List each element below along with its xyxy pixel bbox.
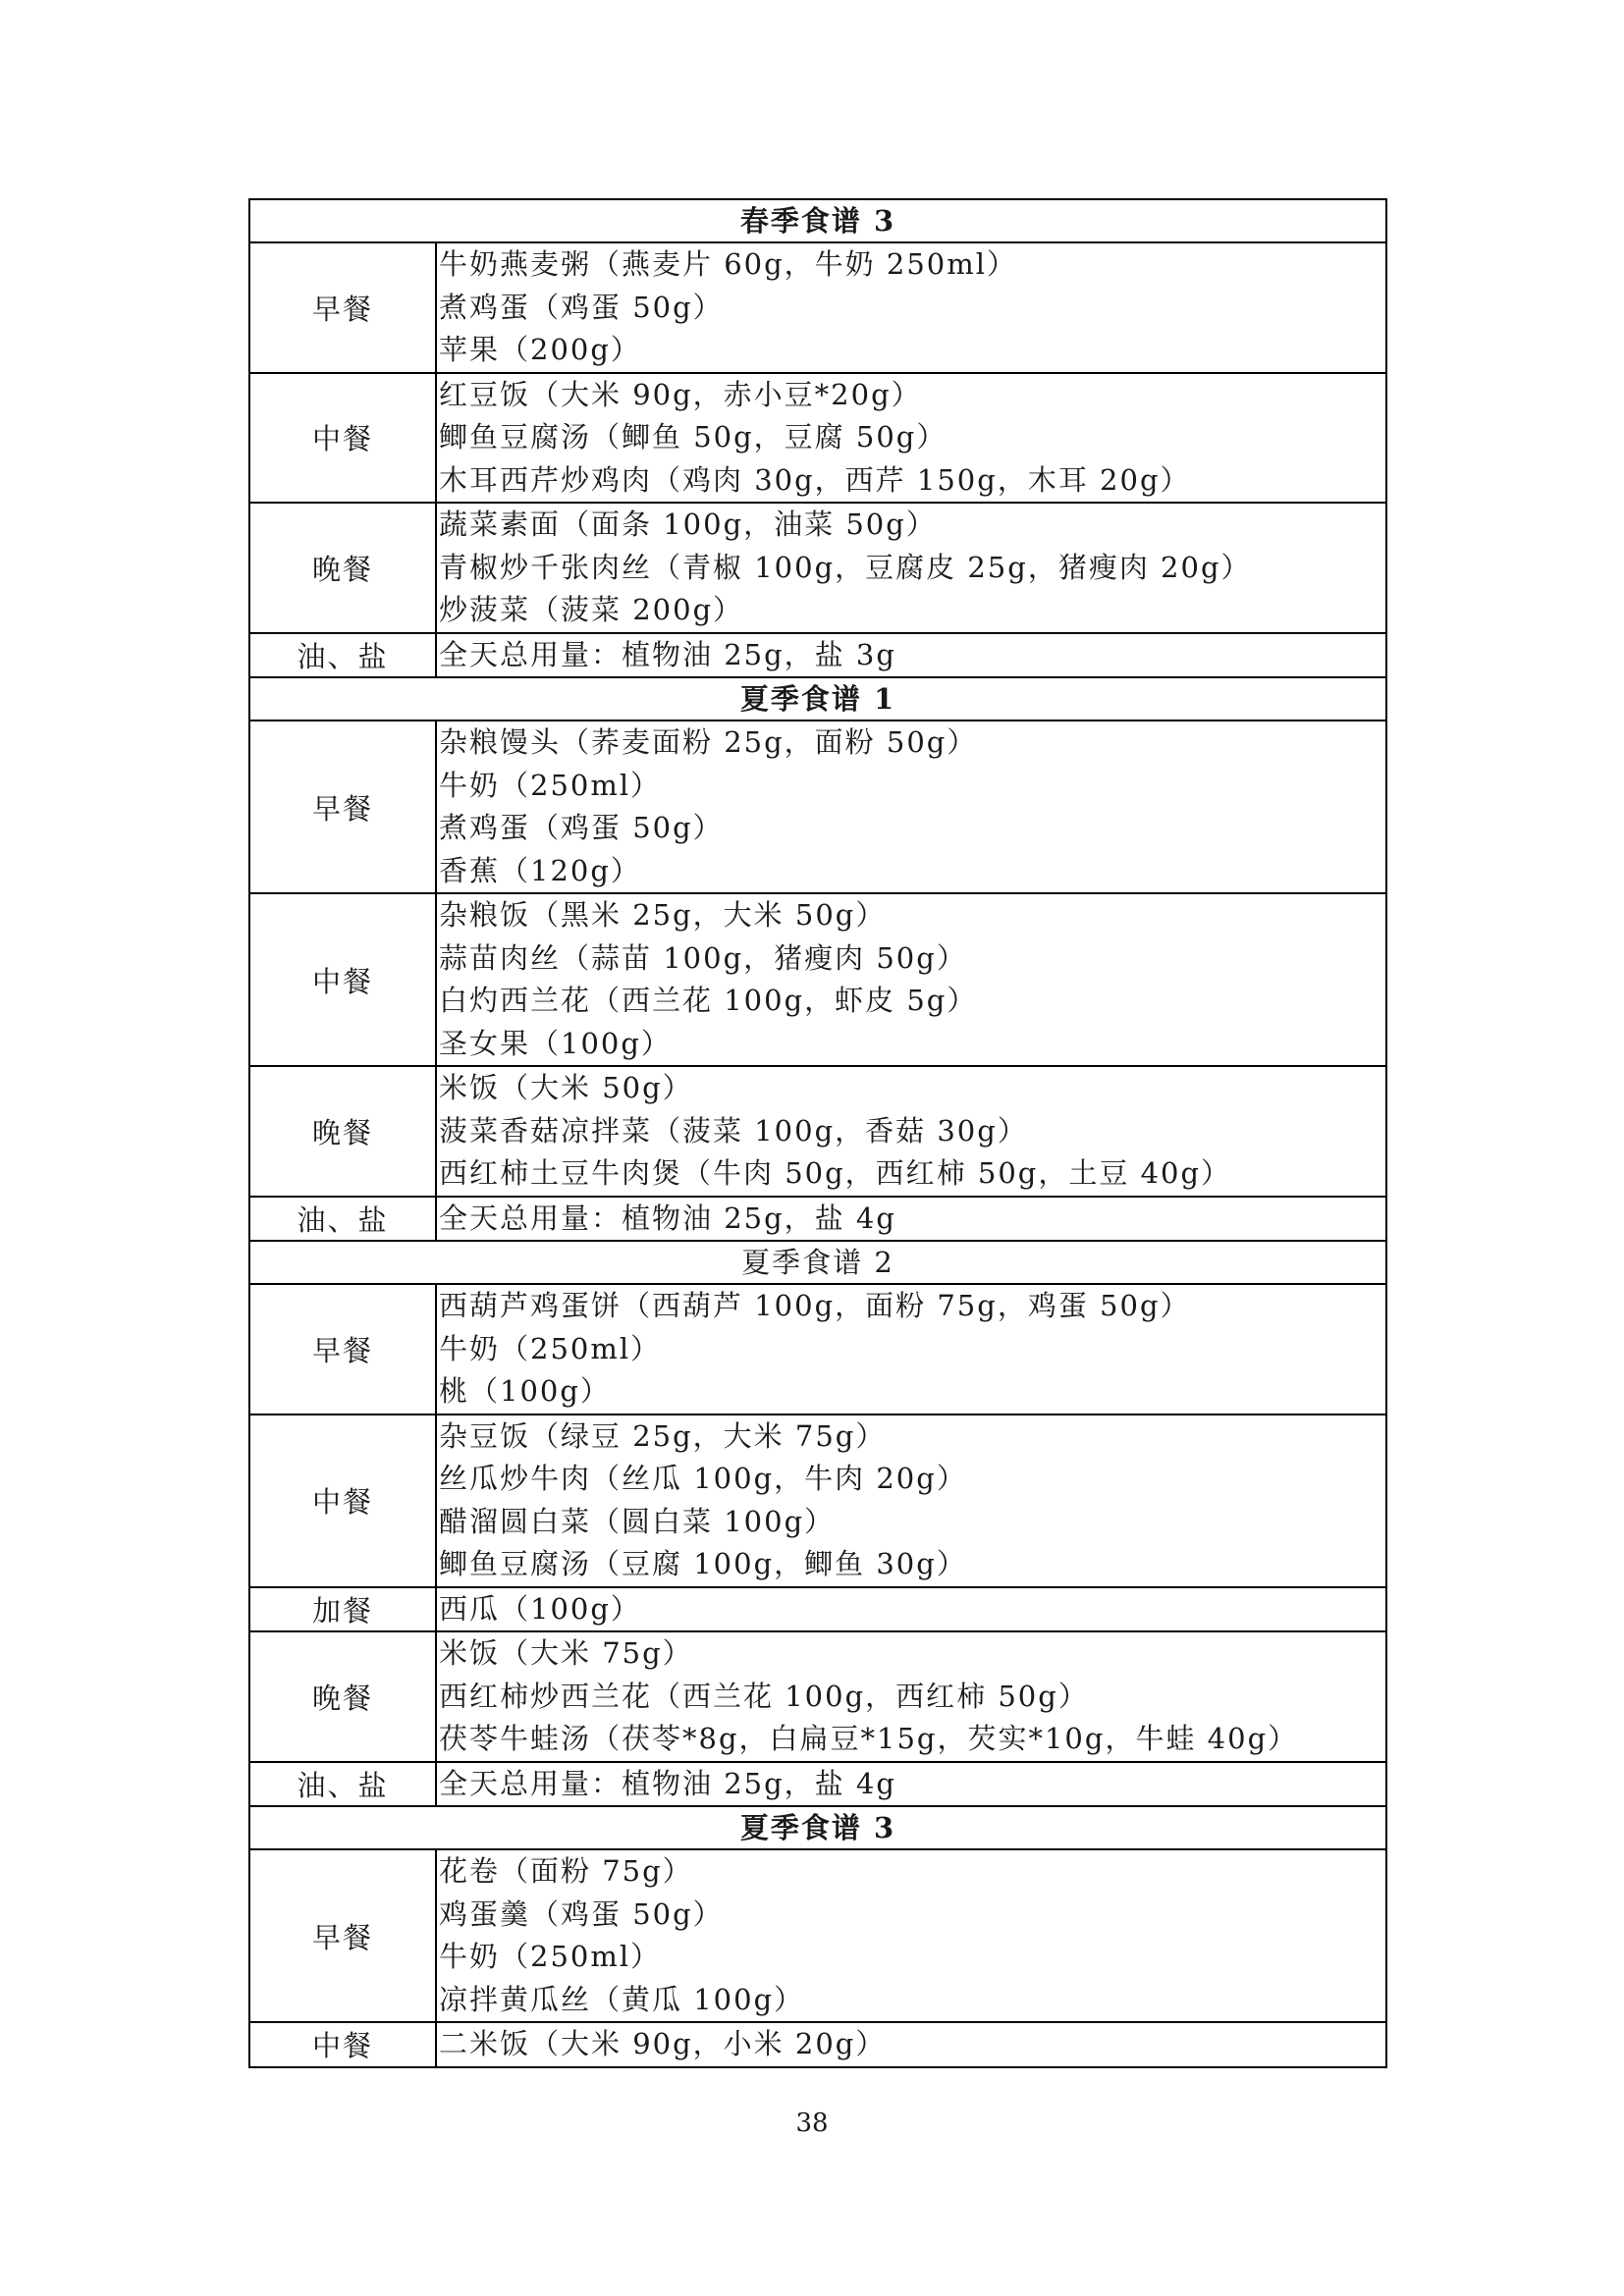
meal-items: [436, 1197, 1386, 1242]
meal-name: 早餐: [249, 721, 436, 893]
section-title: 春季食谱 3: [249, 199, 1386, 242]
meal-row: [249, 242, 1386, 373]
meal-row: [249, 1762, 1386, 1807]
meal-row: [249, 1284, 1386, 1415]
menu-item: 牛奶（250ml）: [439, 1940, 662, 1973]
menu-item: 桃（100g）: [439, 1374, 611, 1408]
menu-item: 煮鸡蛋（鸡蛋 50g）: [439, 290, 724, 324]
meal-items: [436, 1415, 1386, 1587]
meal-items: [436, 2022, 1386, 2067]
menu-item: 牛奶（250ml）: [439, 1331, 662, 1365]
menu-item: 木耳西芹炒鸡肉（鸡肉 30g，西芹 150g，木耳 20g）: [439, 462, 1191, 497]
section-title-row: [249, 1241, 1386, 1284]
meal-items: [436, 1762, 1386, 1807]
menu-item: 米饭（大米 50g）: [439, 1071, 693, 1104]
menu-item: 花卷（面粉 75g）: [439, 1854, 693, 1888]
menu-item: 苹果（200g）: [439, 333, 641, 366]
meal-name: 早餐: [249, 1284, 436, 1415]
section-title: 夏季食谱 1: [249, 677, 1386, 721]
meal-row: [249, 1587, 1386, 1632]
meal-name: 早餐: [249, 242, 436, 373]
menu-item: 杂豆饭（绿豆 25g，大米 75g）: [439, 1418, 887, 1453]
menu-item: 牛奶燕麦粥（燕麦片 60g，牛奶 250ml）: [439, 247, 1018, 281]
meal-row: [249, 1197, 1386, 1242]
meal-name: 晚餐: [249, 1066, 436, 1197]
meal-items: [436, 1849, 1386, 2022]
meal-items: [436, 1631, 1386, 1762]
meal-name: 早餐: [249, 1849, 436, 2022]
menu-item: 全天总用量：植物油 25g，盐 4g: [439, 1201, 896, 1235]
meal-row: [249, 1415, 1386, 1587]
menu-item: 蔬菜素面（面条 100g，油菜 50g）: [439, 507, 937, 541]
meal-name: 加餐: [249, 1587, 436, 1632]
meal-row: [249, 503, 1386, 633]
menu-item: 丝瓜炒牛肉（丝瓜 100g，牛肉 20g）: [439, 1462, 967, 1495]
menu-item: 炒菠菜（菠菜 200g）: [439, 593, 744, 626]
page-number: 38: [795, 2109, 829, 2138]
meal-row: [249, 1066, 1386, 1197]
meal-name: 油、盐: [249, 633, 436, 678]
meal-items: [436, 242, 1386, 373]
meal-row: [249, 893, 1386, 1066]
meal-items: [436, 893, 1386, 1066]
section-title: 夏季食谱 2: [249, 1241, 1386, 1284]
menu-item: 西瓜（100g）: [439, 1591, 641, 1626]
section-title-row: [249, 199, 1386, 242]
meal-row: [249, 2022, 1386, 2067]
menu-item: 凉拌黄瓜丝（黄瓜 100g）: [439, 1982, 805, 2016]
menu-item: 米饭（大米 75g）: [439, 1636, 693, 1670]
menu-item: 青椒炒千张肉丝（青椒 100g，豆腐皮 25g，猪瘦肉 20g）: [439, 550, 1252, 584]
meal-name: 油、盐: [249, 1762, 436, 1807]
menu-item: 全天总用量：植物油 25g，盐 3g: [439, 637, 896, 671]
meal-items: [436, 373, 1386, 504]
menu-item: 鲫鱼豆腐汤（鲫鱼 50g，豆腐 50g）: [439, 420, 947, 454]
meal-row: [249, 1631, 1386, 1762]
menu-item: 圣女果（100g）: [439, 1026, 672, 1060]
meal-name: 中餐: [249, 1415, 436, 1587]
section-title-row: [249, 1806, 1386, 1849]
menu-item: 鲫鱼豆腐汤（豆腐 100g，鲫鱼 30g）: [439, 1547, 967, 1580]
meal-name: 中餐: [249, 373, 436, 504]
menu-item: 西红柿土豆牛肉煲（牛肉 50g，西红柿 50g，土豆 40g）: [439, 1156, 1232, 1190]
meal-items: [436, 503, 1386, 633]
meal-items: [436, 1587, 1386, 1632]
meal-row: [249, 1849, 1386, 2022]
meal-name: 中餐: [249, 2022, 436, 2067]
menu-item: 西红柿炒西兰花（西兰花 100g，西红柿 50g）: [439, 1679, 1089, 1713]
menu-table-body: [249, 199, 1386, 2067]
menu-item: 白灼西兰花（西兰花 100g，虾皮 5g）: [439, 984, 978, 1017]
section-title: 夏季食谱 3: [249, 1806, 1386, 1849]
meal-name: 晚餐: [249, 1631, 436, 1762]
menu-item: 煮鸡蛋（鸡蛋 50g）: [439, 811, 724, 844]
meal-items: [436, 721, 1386, 893]
menu-item: 全天总用量：植物油 25g，盐 4g: [439, 1766, 896, 1800]
menu-item: 鸡蛋羹（鸡蛋 50g）: [439, 1896, 724, 1931]
menu-item: 牛奶（250ml）: [439, 768, 662, 802]
meal-items: [436, 1066, 1386, 1197]
menu-item: 杂粮馒头（荞麦面粉 25g，面粉 50g）: [439, 725, 978, 759]
meal-items: [436, 633, 1386, 678]
meal-row: [249, 721, 1386, 893]
meal-row: [249, 633, 1386, 678]
menu-table: [248, 198, 1387, 2068]
menu-item: 杂粮饭（黑米 25g，大米 50g）: [439, 898, 887, 932]
menu-item: 菠菜香菇凉拌菜（菠菜 100g，香菇 30g）: [439, 1113, 1028, 1148]
menu-item: 茯苓牛蛙汤（茯苓*8g，白扁豆*15g，芡实*10g，牛蛙 40g）: [439, 1722, 1299, 1755]
menu-item: 红豆饭（大米 90g，赤小豆*20g）: [439, 377, 922, 411]
meal-name: 中餐: [249, 893, 436, 1066]
meal-name: 晚餐: [249, 503, 436, 633]
menu-item: 二米饭（大米 90g，小米 20g）: [439, 2027, 887, 2060]
menu-item: 西葫芦鸡蛋饼（西葫芦 100g，面粉 75g，鸡蛋 50g）: [439, 1289, 1191, 1322]
meal-name: 油、盐: [249, 1197, 436, 1242]
section-title-row: [249, 677, 1386, 721]
menu-item: 蒜苗肉丝（蒜苗 100g，猪瘦肉 50g）: [439, 940, 967, 975]
menu-item: 醋溜圆白菜（圆白菜 100g）: [439, 1504, 836, 1538]
meal-row: [249, 373, 1386, 504]
meal-items: [436, 1284, 1386, 1415]
menu-item: 香蕉（120g）: [439, 853, 641, 887]
